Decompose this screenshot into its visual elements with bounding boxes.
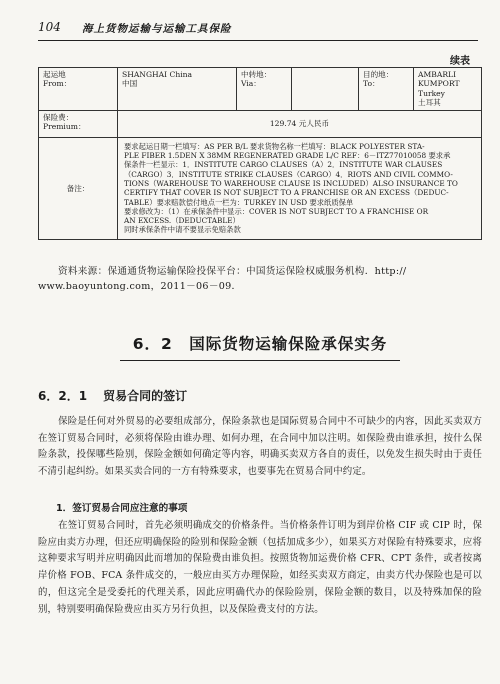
insurance-policy-table (38, 67, 482, 240)
notes-cell (118, 137, 482, 239)
paragraph-1-block (38, 414, 482, 481)
notes-label: 备注： (39, 137, 118, 239)
via-label: 中转地： Via： (237, 68, 292, 111)
continued-label: 续表 (450, 56, 470, 67)
premium-value: 129.74 元人民币 (118, 110, 482, 137)
notes-line: TIONS（WAREHOUSE TO WAREHOUSE CLAUSE IS INCLUDED）ALSO INSURANCE TO (124, 179, 458, 188)
section-title: 6．2 国际货物运输保险承保实务 (120, 332, 400, 361)
notes-line: 同时承保条件中请不要显示免赔条款 (124, 225, 241, 235)
paragraph-2-block (38, 518, 482, 618)
notes-line: CERTIFY THAT COVER IS NOT SUBJECT TO A FRANCHISE OR AN EXCESS（DEDUC- (124, 188, 449, 198)
notes-line: 要求起运日期一栏填写：AS PER B/L 要求货物名称一栏填写：BLACK POLYESTER STA- (124, 141, 425, 151)
notes-line: TABLE）要求赔款偿付地点一栏为：TURKEY IN USD 要求纸质保单 (124, 197, 354, 207)
paragraph-1: 保险是任何对外贸易的必要组成部分，保险条款也是国际贸易合同中不可缺少的内容，因此买卖双方在签订贸易合同时，必须将保险由谁办理、如何办理，在合同中加以注明。如保险费由谁承担，按什么保险条款，投保哪些险别，保险金额如何确定等内容，明确买卖双方各自的责任，以免发生损失时由于责任不清引起纠纷。如果买卖合同的一方有特殊要求，也要事先在贸易合同中约定。 (38, 416, 482, 478)
running-header (38, 18, 478, 41)
from-label: 起运地 From： (39, 68, 118, 111)
source-line-2: www.baoyuntong.com，2011－06－09． (38, 281, 242, 293)
to-label: 目的地： To： (359, 68, 414, 111)
from-value: SHANGHAI China 中国 (118, 68, 237, 111)
subsection-title: 贸易合同的签订 (103, 389, 188, 403)
running-title: 海上货物运输与运输工具保险 (82, 23, 232, 35)
notes-line: （CARGO）3．INSTITUTE STRIKE CLAUSES（CARGO）4．RIOTS AND CIVIL COMMO- (124, 169, 453, 179)
heading-4: 1．签订贸易合同应注意的事项 (56, 503, 188, 514)
subsection-heading (38, 387, 187, 404)
notes-line: PLE FIBER 1.5DEN X 38MM REGENERATED GRADE L/C REF：6－ITZ77010058 要求承 (124, 151, 451, 161)
notes-line: AN EXCESS.（DEDUCTABLE） (124, 216, 240, 226)
via-value (292, 68, 359, 111)
paragraph-2: 在签订贸易合同时，首先必须明确成交的价格条件。当价格条件订明为到岸价格 CIF 或 CIP 时，保险应由卖方办理，但还应明确保险的险别和保险金额（包括加成多少），如果买方对保险有特殊要求，应将这种要求写明并应明确因此而增加的保险费由谁负担。按照货物加运费价格 CFR、CPT 条件，或者按离岸价格 FOB、FCA 条件成交的，一般应由买方办理保险，如经买卖双方商定，由卖方代办保险也是可以的，但这完全是受委托的代理关系，因此应明确代办的保险险别，保险金额的数目，以及特殊加保的险别，特别要明确保险费应由买方另行负担，以及保险费支付的方法。 (38, 520, 482, 615)
notes-line: 要求修改为：（1）在承保条件中显示：COVER IS NOT SUBJECT TO A FRANCHISE OR (124, 206, 429, 216)
to-value: AMBARLI KUMPORT Turkey 土耳其 (414, 68, 482, 111)
source-line-1: 资料来源：保通通货物运输保险投保平台：中国货运保险权威服务机构．http:// (58, 266, 407, 277)
page-number: 104 (38, 20, 61, 34)
premium-label: 保险费： Premium： (39, 110, 118, 137)
subsection-number: 6．2．1 (38, 389, 88, 403)
notes-line: 保条件一栏显示：1．INSTITUTE CARGO CLAUSES（A）2．INSTITUTE WAR CLAUSES (124, 160, 443, 170)
source-note (38, 264, 478, 295)
